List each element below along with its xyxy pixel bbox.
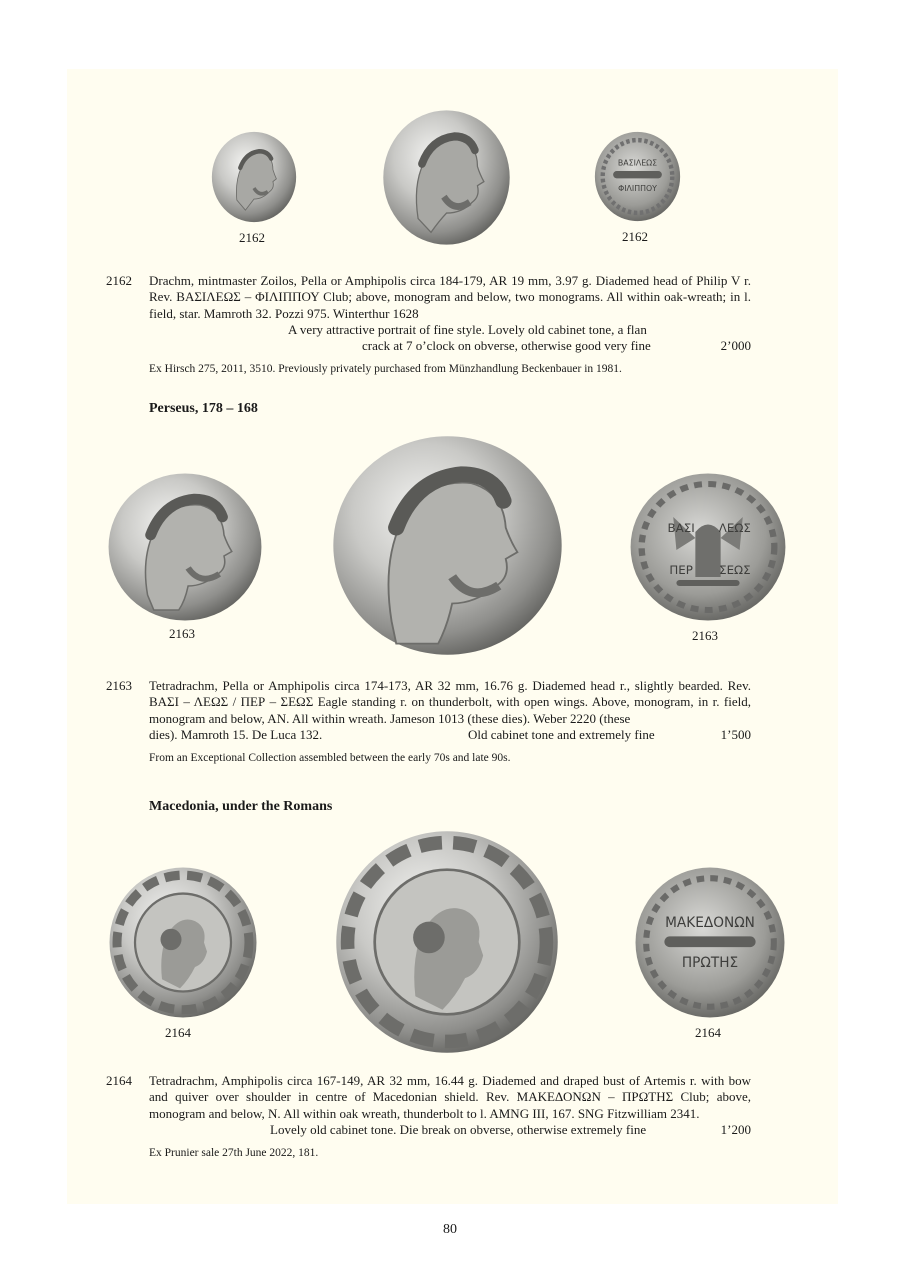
coin-label: 2163 xyxy=(692,628,718,643)
coin-label: 2162 xyxy=(239,230,265,245)
coin-2164-legend-bottom: ΠΡΩΤΗΣ xyxy=(681,954,739,971)
coin-2162-reverse xyxy=(594,131,681,222)
coin-label: 2164 xyxy=(165,1025,191,1040)
coin-label: 2162 xyxy=(622,229,648,244)
lot-price: 1’200 xyxy=(720,1122,751,1137)
lot-number: 2162 xyxy=(106,273,132,288)
coin-label: 2163 xyxy=(169,626,195,641)
lot-2164 xyxy=(106,1073,751,1139)
lot-condition: crack at 7 o’clock on obverse, otherwise good very fine xyxy=(362,338,651,354)
coin-2163-reverse xyxy=(629,472,787,622)
coin-2164-legend-top: ΜΑΚΕΔΟΝΩΝ xyxy=(665,915,755,932)
lot-description-end: dies). Mamroth 15. De Luca 132. xyxy=(149,727,323,742)
lot-description: Tetradrachm, Amphipolis circa 167-149, AR 32 mm, 16.44 g. Diademed and draped bust of Artemis r. with bow and quiver over shoulder in centre of Macedonian shield. Rev. ΜΑΚΕΔΟΝΩΝ – ΠΡΩΤΗΣ Club; above, monogram and below, N. All within oak wreath, thunderbolt to l. AMNG III, 167. SNG Fitzwilliam 2341. xyxy=(149,1073,751,1121)
coin-label: 2164 xyxy=(695,1025,721,1040)
lot-number: 2163 xyxy=(106,678,132,693)
coin-2162-obverse-large xyxy=(382,109,511,246)
lot-provenance: From an Exceptional Collection assembled between the early 70s and late 90s. xyxy=(149,752,511,764)
coin-2162-legend-bottom: ΦΙΛΙΠΠΟΥ xyxy=(618,183,657,194)
lot-description: Drachm, mintmaster Zoilos, Pella or Amphipolis circa 184-179, AR 19 mm, 3.97 g. Diademed head of Philip V r. Rev. ΒΑΣΙΛΕΩΣ – ΦΙΛΙΠΠΟΥ Club; above, monogram and below, two monograms. All within oak-wreath; in l. field, star. Mamroth 32. Pozzi 975. Winterthur 1628 xyxy=(149,273,751,321)
lot-2163 xyxy=(106,678,751,744)
lot-condition: A very attractive portrait of fine style. Lovely old cabinet tone, a flan xyxy=(288,322,647,337)
section-heading: Perseus, 178 – 168 xyxy=(149,401,258,416)
section-heading: Macedonia, under the Romans xyxy=(149,799,333,814)
coin-2164-obverse-large xyxy=(334,829,560,1055)
coin-2163-legend: ΛΕΩΣ xyxy=(718,521,751,535)
coin-2163-obverse-small xyxy=(107,472,263,622)
coin-2163-legend: ΠΕΡ xyxy=(669,563,693,577)
lot-2162 xyxy=(106,273,751,353)
lot-provenance: Ex Hirsch 275, 2011, 3510. Previously privately purchased from Münzhandlung Beckenbauer in 1981. xyxy=(149,363,622,375)
coin-2163-obverse-large xyxy=(331,434,564,657)
coin-2164-obverse-small xyxy=(108,866,258,1019)
lot-condition: Old cabinet tone and extremely fine xyxy=(468,727,655,742)
coin-2163-legend: ΣΕΩΣ xyxy=(719,563,751,577)
coin-2164-reverse xyxy=(634,866,786,1019)
lot-price: 2’000 xyxy=(720,338,751,354)
page-number: 80 xyxy=(443,1222,457,1237)
coin-2163-legend: ΒΑΣΙ xyxy=(667,521,695,535)
lot-number: 2164 xyxy=(106,1073,132,1088)
lot-description: Tetradrachm, Pella or Amphipolis circa 174-173, AR 32 mm, 16.76 g. Diademed head r., slightly bearded. Rev. ΒΑΣΙ – ΛΕΩΣ / ΠΕΡ – ΣΕΩΣ Eagle standing r. on thunderbolt, with open wings. Above, monogram, in r. field, monogram and below, AN. All within wreath. Jameson 1013 (these dies). Weber 2220 (these xyxy=(149,678,751,726)
lot-provenance: Ex Prunier sale 27th June 2022, 181. xyxy=(149,1147,319,1159)
lot-condition: Lovely old cabinet tone. Die break on obverse, otherwise extremely fine xyxy=(270,1122,647,1137)
coin-2162-obverse-small xyxy=(211,131,297,223)
lot-price: 1’500 xyxy=(720,727,751,742)
coin-2162-legend-top: ΒΑΣΙΛΕΩΣ xyxy=(617,158,658,168)
